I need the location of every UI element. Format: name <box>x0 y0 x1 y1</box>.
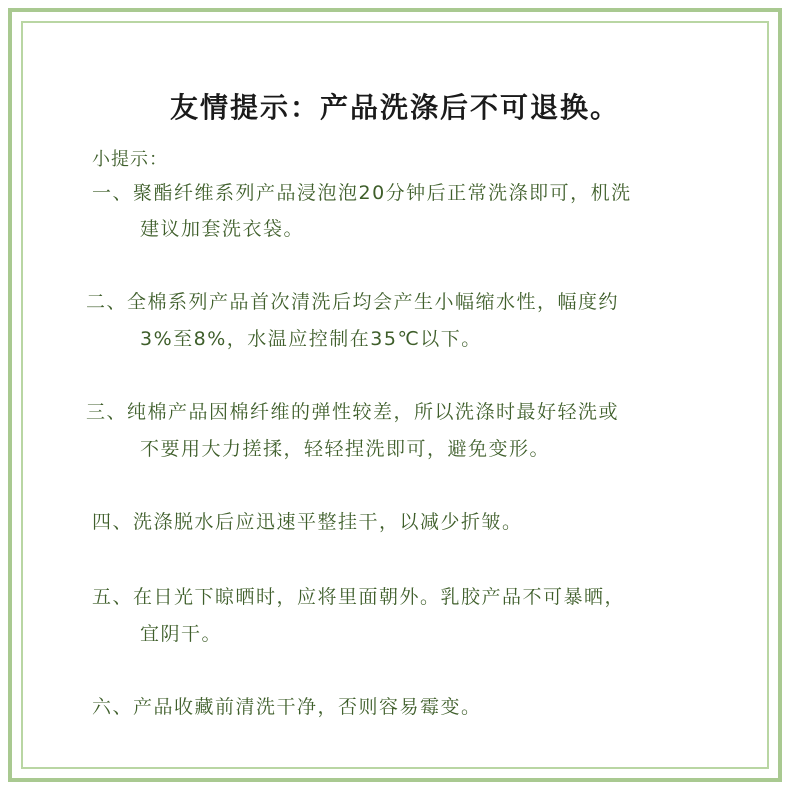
tip-2-line-1: 二、全棉系列产品首次清洗后均会产生小幅缩水性，幅度约 <box>86 291 620 313</box>
tip-1-line-1: 一、聚酯纤维系列产品浸泡泡20分钟后正常洗涤即可，机洗 <box>92 182 632 204</box>
page-title: 友情提示：产品洗涤后不可退换。 <box>169 91 620 124</box>
tip-1-line-2: 建议加套洗衣袋。 <box>140 218 305 240</box>
tip-3-line-1: 三、纯棉产品因棉纤维的弹性较差，所以洗涤时最好轻洗或 <box>86 401 620 423</box>
tip-2-line-2: 3%至8%，水温应控制在35℃以下。 <box>140 328 482 350</box>
tips-heading: 小提示： <box>92 149 168 170</box>
tip-5-line-1: 五、在日光下晾晒时，应将里面朝外。乳胶产品不可暴晒， <box>92 586 626 608</box>
tip-4-line-1: 四、洗涤脱水后应迅速平整挂干，以减少折皱。 <box>92 511 523 533</box>
tip-5-line-2: 宜阴干。 <box>140 623 223 645</box>
tip-6-line-1: 六、产品收藏前清洗干净，否则容易霉变。 <box>92 696 482 718</box>
inner-border <box>21 21 769 769</box>
tip-3-line-2: 不要用大力搓揉，轻轻捏洗即可，避免变形。 <box>140 438 551 460</box>
